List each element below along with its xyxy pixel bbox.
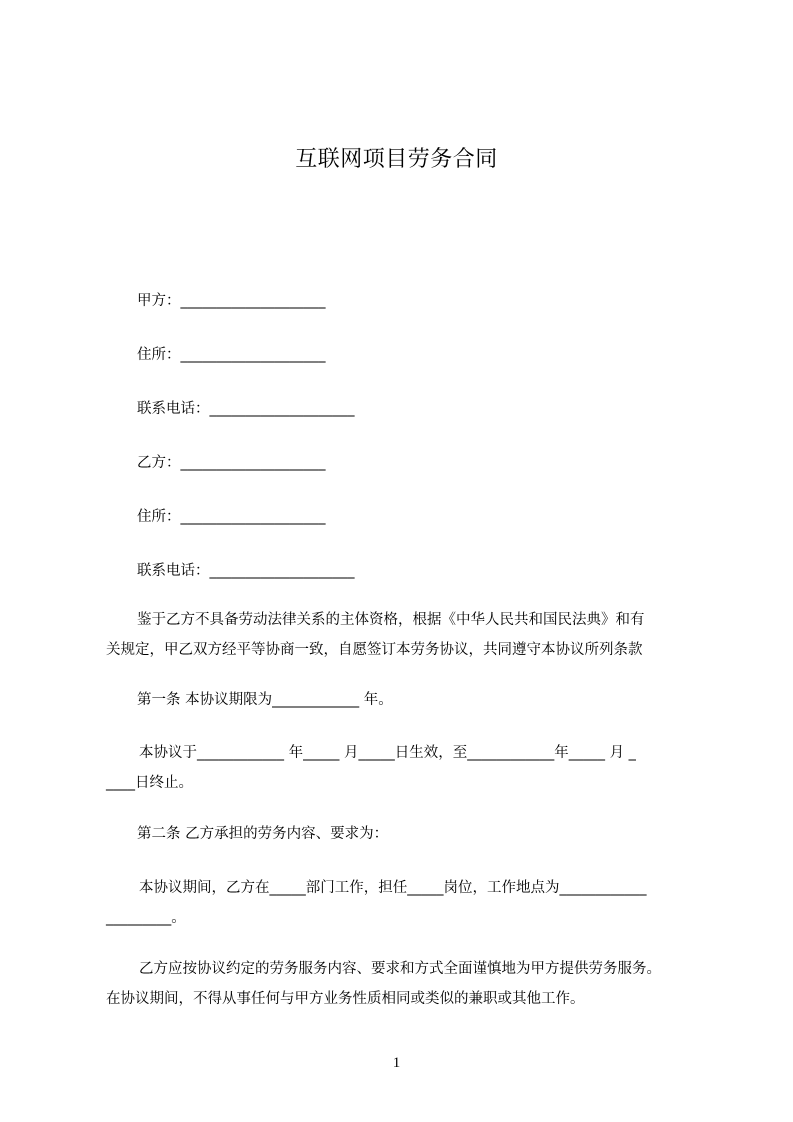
duty-line: _________。 — [106, 910, 186, 926]
article2-duty-paragraph — [106, 873, 718, 933]
article-heading-text: 第一条 本协议期限为____________ 年。 — [137, 692, 393, 708]
article1-heading — [106, 685, 718, 715]
party-a-address-field: 住所：____________________ — [137, 347, 326, 363]
page-number: 1 — [392, 1055, 401, 1071]
party-b-name-field: 乙方：____________________ — [137, 455, 326, 471]
preamble-line: 关规定，甲乙双方经平等协商一致，自愿签订本劳务协议，共同遵守本协议所列条款 — [106, 642, 643, 658]
party-b-phone-field: 联系电话：____________________ — [137, 563, 355, 579]
party-a-phone-field: 联系电话：____________________ — [137, 401, 355, 417]
service-line: 在协议期间，不得从事任何与甲方业务性质相同或类似的兼职或其他工作。 — [106, 991, 585, 1007]
term-line: ____日终止。 — [106, 775, 193, 791]
preamble-paragraph — [106, 605, 718, 665]
preamble-line: 鉴于乙方不具备劳动法律关系的主体资格，根据《中华人民共和国民法典》和有 — [137, 612, 645, 628]
party-b-address-field: 住所：____________________ — [137, 509, 326, 525]
party-a-name-field: 甲方：____________________ — [137, 293, 326, 309]
page-title: 互联网项目劳务合同 — [295, 147, 498, 172]
service-line: 乙方应按协议约定的劳务服务内容、要求和方式全面谨慎地为甲方提供劳务服务。 — [139, 961, 661, 977]
term-line: 本协议于____________ 年_____ 月_____日生效，至____________年_____ 月 _ — [139, 745, 636, 761]
article1-term-paragraph — [106, 738, 718, 798]
duty-line: 本协议期间，乙方在_____部门工作，担任_____岗位，工作地点为____________ — [139, 880, 647, 896]
article-heading-text: 第二条 乙方承担的劳务内容、要求为： — [137, 826, 389, 842]
article2-service-paragraph — [106, 954, 718, 1014]
article2-heading — [106, 819, 718, 849]
